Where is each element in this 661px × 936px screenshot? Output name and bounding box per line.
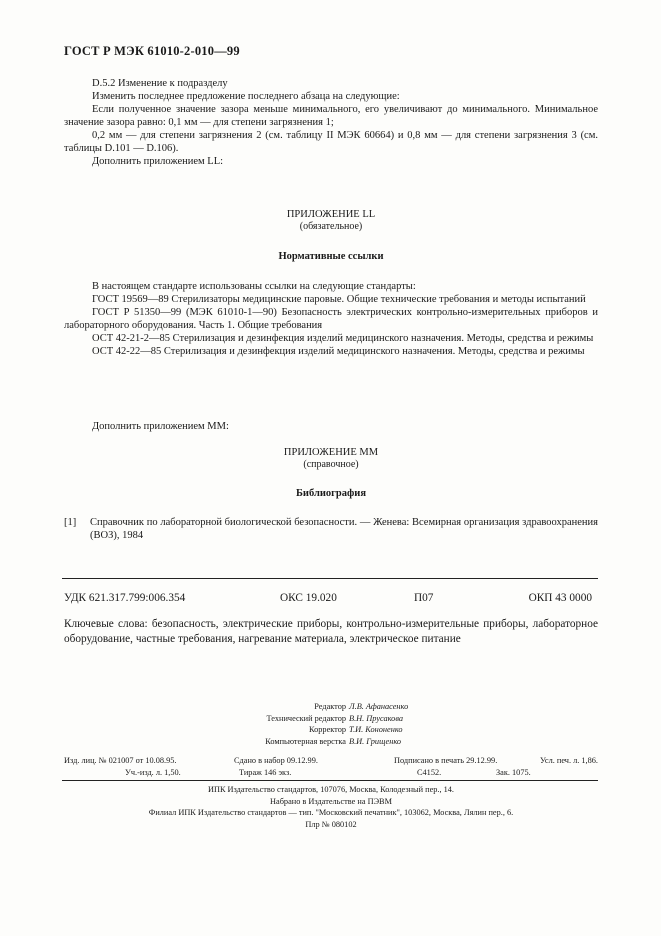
imprint-row: [64, 767, 598, 779]
credit-role: Редактор: [314, 702, 346, 711]
divider: [62, 780, 598, 781]
imprint-row: [64, 755, 598, 767]
references-intro: В настоящем стандарте использованы ссылки на следующие стандарты:: [92, 281, 416, 292]
bibliography-text: Справочник по лабораторной биологической безопасности. — Женева: Всемирная организация здравоохранения (ВОЗ), 1984: [90, 517, 598, 541]
paragraph: Если полученное значение зазора меньше минимального, его увеличивают до минимального. Минимальное значение зазора равно: 0,1 мм — для степени загрязнения 1;: [64, 104, 598, 128]
order-code: С4152.: [417, 767, 442, 777]
credits: [64, 701, 598, 747]
credit-role: Компьютерная верстка: [265, 736, 346, 746]
section-d52: [64, 77, 598, 168]
okp-code: ОКП 43 0000: [528, 592, 592, 604]
add-appendix-mm: Дополнить приложением MM:: [92, 421, 229, 432]
credit-role: Корректор: [309, 725, 346, 734]
typeset-date: Сдано в набор 09.12.99.: [234, 756, 318, 765]
bibliography-number: [1]: [64, 517, 77, 528]
publisher-line: Набрано в Издательстве на ПЭВМ: [270, 796, 392, 806]
paragraph: 0,2 мм — для степени загрязнения 2 (см. таблицу II МЭК 60664) и 0,8 мм — для степени загрязнения 3 (см. таблицы D.101 — D.106).: [64, 130, 598, 154]
keywords: Ключевые слова: безопасность, электрические приборы, контрольно-измерительные приборы, лабораторное оборудование, частные требования, нагревание материала, электрическое питание: [64, 618, 598, 645]
reference-item: ОСТ 42-22—85 Стерилизация и дезинфекция изделий медицинского назначения. Методы, средства и режимы: [92, 346, 585, 357]
license-info: Изд. лиц. № 021007 от 10.08.95.: [64, 756, 177, 765]
print-run: Тираж 146 экз.: [239, 767, 292, 777]
p-code: П07: [414, 592, 434, 604]
credit-line: [64, 713, 598, 725]
publisher: [64, 784, 598, 830]
appendix-ll-heading: Нормативные ссылки: [278, 251, 384, 262]
appendix-mm-heading: Библиография: [295, 488, 367, 499]
publisher-line: ИПК Издательство стандартов, 107076, Москва, Колодезный пер., 14.: [207, 785, 455, 794]
reference-item: ГОСТ Р 51350—99 (МЭК 61010-1—90) Безопасность электрических контрольно-измерительных приборов и лабораторного оборудования. Часть 1. Общие требования: [64, 307, 598, 331]
credit-name: Л.В. Афанасенко: [349, 702, 409, 711]
reference-item: ОСТ 42-21-2—85 Стерилизация и дезинфекция изделий медицинского назначения. Методы, средства и режимы: [92, 333, 594, 344]
reference-item: ГОСТ 19569—89 Стерилизаторы медицинские паровые. Общие технические требования и методы испытаний: [92, 294, 586, 305]
credit-name: В.Н. Прусакова: [349, 713, 404, 723]
credit-name: В.И. Грищенко: [349, 736, 402, 746]
credit-line: [64, 701, 598, 713]
paragraph: Изменить последнее предложение последнего абзаца на следующие:: [92, 91, 400, 102]
publishing-sheets: Уч.-изд. л. 1,50.: [125, 767, 181, 777]
divider: [62, 578, 598, 579]
appendix-mm-status: (справочное): [303, 459, 359, 470]
bibliography-entry: [64, 516, 598, 542]
paragraph: Дополнить приложением LL:: [92, 156, 224, 167]
imprint: [64, 755, 598, 778]
print-sheets: Усл. печ. л. 1,86.: [540, 756, 598, 765]
credit-role: Технический редактор: [266, 713, 346, 723]
document-header: ГОСТ Р МЭК 61010-2-010—99: [64, 44, 240, 58]
credit-name: Т.И. Кононенко: [349, 725, 403, 734]
udk-code: УДК 621.317.799:006.354: [64, 592, 186, 604]
print-date: Подписано в печать 29.12.99.: [394, 756, 498, 765]
credit-line: [64, 724, 598, 736]
order-number: Зак. 1075.: [496, 767, 531, 777]
credit-line: [64, 736, 598, 748]
publisher-line: Филиал ИПК Издательство стандартов — тип. "Московский печатник", 103062, Москва, Лялин пер., 6.: [148, 808, 514, 817]
appendix-ll-title: ПРИЛОЖЕНИЕ LL: [286, 209, 376, 220]
normative-references: [64, 280, 598, 358]
oks-code: ОКС 19.020: [280, 592, 337, 604]
publisher-line: Плр № 080102: [305, 819, 357, 829]
section-d52-heading: D.5.2 Изменение к подразделу: [92, 78, 228, 89]
classification-row: [64, 592, 598, 608]
appendix-mm-title: ПРИЛОЖЕНИЕ MM: [283, 447, 379, 458]
appendix-ll-status: (обязательное): [299, 221, 363, 232]
